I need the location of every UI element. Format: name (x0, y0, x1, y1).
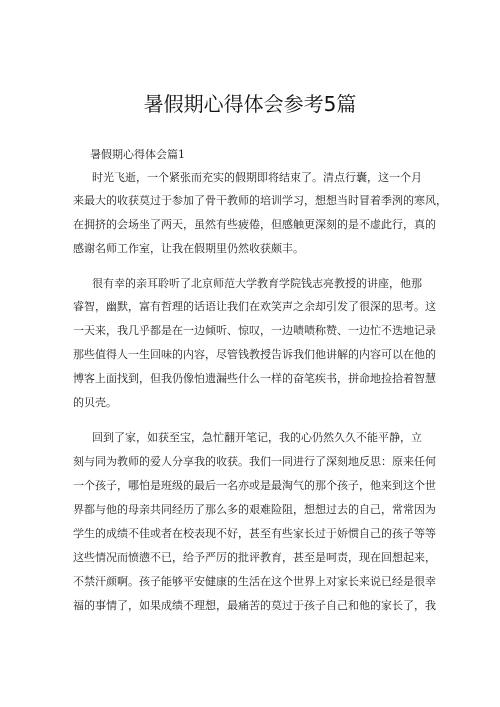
paragraph-line: 博客上面找到，但我仍像怕遗漏些什么一样的奋笔疾书，拼命地捡拾着智慧 (73, 372, 436, 385)
paragraph-line: 一个孩子，哪怕是班级的最后一名亦或是最淘气的那个孩子，他来到这个世 (73, 479, 436, 492)
paragraph-line: 学生的成绩不佳或者在校表现不好，甚至有些家长过于娇惯自己的孩子等等 (73, 527, 436, 540)
paragraph-line: 界都与他的母亲共同经历了那么多的艰难险阻，想想过去的自己，常常因为 (73, 503, 436, 516)
paragraph-line: 刻与同为教师的爱人分享我的收获。我们一同进行了深刻地反思：原来任何 (73, 455, 436, 468)
paragraph-line: 这些情况而愤懑不已，给予严厉的批评教育，甚至是呵责，现在回想起来， (73, 551, 436, 564)
paragraph-line: 回到了家，如获至宝，急忙翻开笔记，我的心仍然久久不能平静，立 (92, 431, 422, 444)
paragraph-line: 在拥挤的会场坐了两天，虽然有些疲倦，但感触更深刻的是不虚此行，真的 (73, 218, 436, 231)
paragraph-line: 那些值得人一生回味的内容，尽管钱教授告诉我们他讲解的内容可以在他的 (73, 348, 436, 361)
paragraph-line: 感谢名师工作室，让我在假期里仍然收获颇丰。 (73, 242, 304, 255)
paragraph-line: 的贝壳。 (73, 396, 117, 409)
section-heading: 暑假期心得体会篇1 (90, 148, 185, 161)
page-title: 暑假期心得体会参考5篇 (143, 92, 357, 116)
paragraph-line: 福的事情了，如果成绩不理想，最痛苦的莫过于孩子自己和他的家长了，我 (73, 599, 436, 612)
paragraph-line: 一天来，我几乎都是在一边倾听、惊叹，一边啧啧称赞、一边忙不迭地记录 (73, 324, 436, 337)
paragraph-line: 来最大的收获莫过于参加了骨干教师的培训学习，想想当时冒着季洌的寒风， (73, 194, 447, 207)
paragraph-line: 睿智，幽默，富有哲理的话语让我们在欢笑声之余却引发了很深的思考。这 (73, 300, 436, 313)
paragraph-line: 很有幸的亲耳聆听了北京师范大学教育学院钱志亮教授的讲座，他那 (92, 277, 422, 290)
paragraph-line: 不禁汗颜啊。孩子能够平安健康的生活在这个世界上对家长来说已经是很幸 (73, 575, 436, 588)
paragraph-line: 时光飞逝，一个紧张而充实的假期即将结束了。清点行囊，这一个月 (92, 171, 422, 184)
